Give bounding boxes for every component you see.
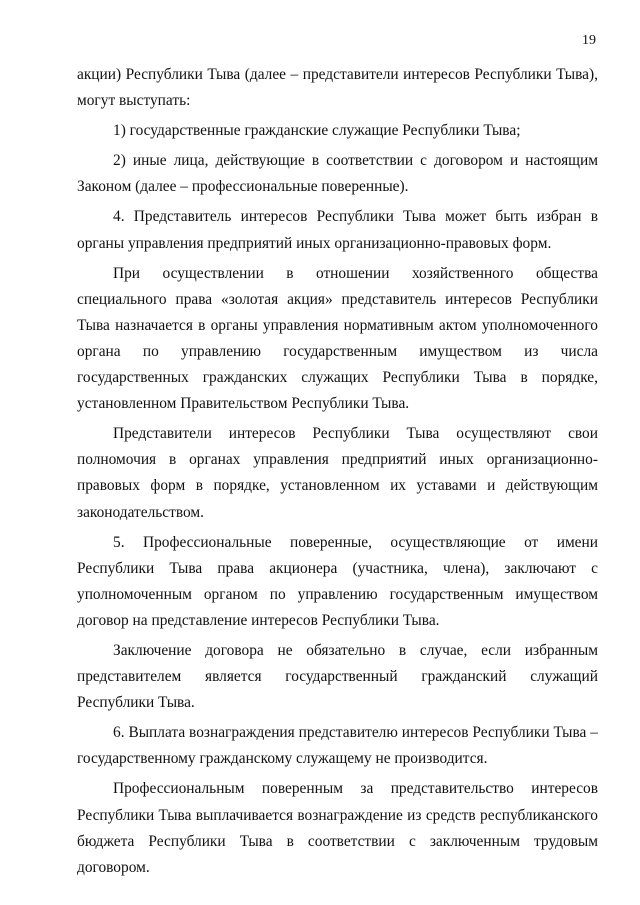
paragraph-contract-exception: Заключение договора не обязательно в случае, если избранным представителем является государственный гражданский служащий Республики Тыва. [77,641,598,712]
paragraph-clause-5: 5. Профессиональные поверенные, осуществляющие от имени Республики Тыва права акционера (участника, члена), заключают с уполномоченным органом по управлению государственным имуществом договор на представление интересов Республики Тыва. [77,533,598,629]
paragraph-representatives-powers: Представители интересов Республики Тыва осуществляют свои полномочия в органах управления предприятий иных организационно-правовых форм в порядке, установленном их уставами и действующим законодательством. [77,425,598,521]
page-number: 19 [582,33,596,48]
paragraph-item-1: 1) государственные гражданские служащие Республики Тыва; [113,122,521,140]
paragraph-item-2: 2) иные лица, действующие в соответствии с договором и настоящим Законом (далее – профессиональные поверенные). [77,152,598,196]
paragraph-clause-6: 6. Выплата вознаграждения представителю интересов Республики Тыва – государственному гражданскому служащему не производится. [77,724,598,768]
document-body [77,62,598,885]
paragraph-clause-4: 4. Представитель интересов Республики Тыва может быть избран в органы управления предприятий иных организационно-правовых форм. [77,208,598,252]
paragraph-remuneration: Профессиональным поверенным за представительство интересов Республики Тыва выплачивается вознаграждение из средств республиканского бюджета Республики Тыва в соответствии с заключенным трудовым договором. [77,780,598,876]
paragraph-continuation: акции) Республики Тыва (далее – представители интересов Республики Тыва), могут выступать: [77,66,598,110]
paragraph-golden-share: При осуществлении в отношении хозяйственного общества специального права «золотая акция» представитель интересов Республики Тыва назначается в органы управления нормативным актом уполномоченного органа по управлению государственным имуществом из числа государственных гражданских служащих Республики Тыва в порядке, установленном Правительством Республики Тыва. [77,264,598,413]
